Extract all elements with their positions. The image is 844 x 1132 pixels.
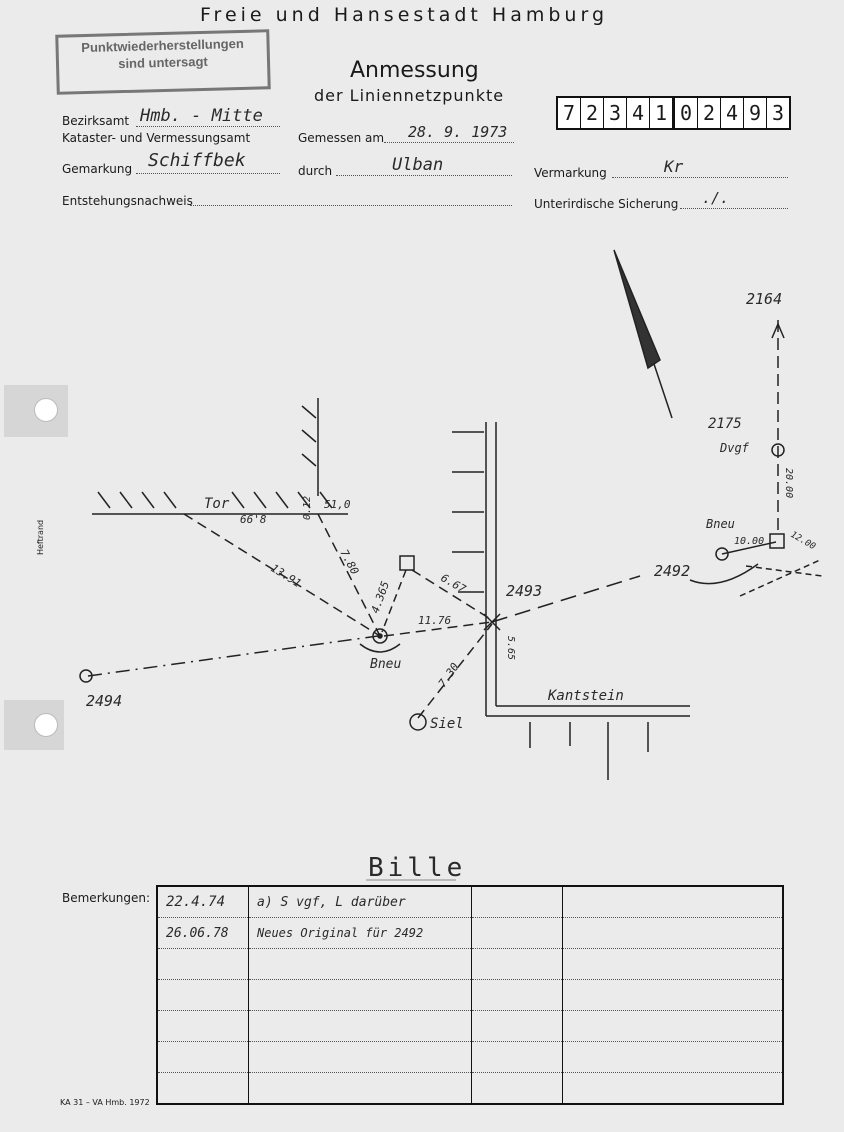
authority-heading: Freie und Hansestadt Hamburg <box>200 4 609 26</box>
bezirksamt-line <box>136 126 280 127</box>
point-2494-label: 2494 <box>86 692 123 710</box>
label-5-65: 5.65 <box>505 636 516 661</box>
remarks-row <box>157 949 783 980</box>
measure-line-2494 <box>88 636 378 676</box>
bezirksamt-label: Bezirksamt <box>62 114 130 128</box>
digit: 4 <box>721 98 744 128</box>
remarks-row <box>157 918 783 949</box>
durch-value: Ulban <box>392 155 444 175</box>
label-20-00: 20.00 <box>783 468 794 499</box>
label-51-0: 51,0 <box>324 498 351 511</box>
sicherung-line <box>680 208 788 209</box>
remark-cell <box>563 886 784 918</box>
label-11-76: 11.76 <box>418 614 452 627</box>
gemessen-line <box>384 142 514 143</box>
remark-text: a) S vgf, L darüber <box>249 886 472 918</box>
bneu-label: Bneu <box>370 657 402 672</box>
siel-point-icon <box>410 714 426 730</box>
remark-text: Neues Original für 2492 <box>249 918 472 949</box>
digit: 1 <box>650 98 675 128</box>
restriction-stamp <box>55 29 270 95</box>
remarks-row <box>157 1073 783 1105</box>
gemarkung-line <box>136 173 280 174</box>
form-id: KA 31 – VA Hmb. 1972 <box>60 1098 150 1107</box>
entstehung-line <box>190 205 512 206</box>
label-12-00: 12.00 <box>788 529 817 553</box>
siel-label: Siel <box>430 716 464 732</box>
remark-cell <box>563 918 784 949</box>
heftrand-label: Heftrand <box>36 519 45 555</box>
label-7-30: 7.30 <box>435 660 462 690</box>
durch-label: durch <box>298 164 333 178</box>
stamp-line-2: sind untersagt <box>118 53 208 72</box>
point-2492-label: 2492 <box>654 562 691 580</box>
label-4-365: 4.365 <box>368 579 393 616</box>
wall-vertical-hatching <box>302 406 316 466</box>
north-arrow-icon <box>614 250 660 368</box>
vermarkung-value: Kr <box>664 157 684 176</box>
sicherung-value: ./. <box>702 189 730 207</box>
point-2175-label: 2175 <box>708 416 742 432</box>
tie-line-a <box>740 560 820 596</box>
label-13-91: 13.91 <box>268 561 304 591</box>
gemessen-value: 28. 9. 1973 <box>408 123 508 141</box>
remark-cell <box>472 886 563 918</box>
tie-line-b <box>746 566 822 576</box>
label-0-12: 0.12 <box>302 495 313 520</box>
label-6-67: 6.67 <box>438 571 468 596</box>
point-number-box <box>556 96 791 130</box>
survey-sketch <box>0 240 844 940</box>
digit: 4 <box>627 98 650 128</box>
kantstein-label: Kantstein <box>548 688 624 704</box>
point-2164-label: 2164 <box>746 290 783 308</box>
tor-label: Tor <box>204 496 230 512</box>
label-7-80: 7.80 <box>337 547 362 577</box>
bneu-label-2492: Bneu <box>706 517 735 531</box>
bezirksamt-value: Hmb. - Mitte <box>140 106 263 126</box>
gemessen-label: Gemessen am <box>298 131 385 145</box>
remarks-label: Bemerkungen: <box>62 891 151 905</box>
remarks-row <box>157 1011 783 1042</box>
label-10-00: 10.00 <box>734 536 765 547</box>
digit: 9 <box>744 98 767 128</box>
form-title: Anmessung <box>350 58 479 83</box>
bille-label: Bille <box>368 853 467 883</box>
station-box-icon <box>400 556 414 570</box>
building-hatching <box>452 432 648 780</box>
stamp-line-1: Punktwiederherstellungen <box>81 35 245 56</box>
bneu-2492-box-icon <box>770 534 784 548</box>
north-arrow-shaft <box>654 364 672 418</box>
gemarkung-value: Schiffbek <box>148 150 246 171</box>
remarks-table <box>156 885 784 1105</box>
remarks-row <box>157 980 783 1011</box>
kataster-label: Kataster- und Vermessungsamt <box>62 131 251 145</box>
form-subtitle: der Liniennetzpunkte <box>314 86 505 105</box>
digit: 3 <box>771 101 785 125</box>
sicherung-label: Unterirdische Sicherung <box>534 197 679 211</box>
remark-date: 22.4.74 <box>157 886 249 918</box>
dvgf-label: Dvgf <box>720 441 749 455</box>
durch-line <box>336 175 512 176</box>
remarks-row <box>157 1042 783 1073</box>
digit: 2 <box>581 98 604 128</box>
vermarkung-label: Vermarkung <box>534 166 607 180</box>
digit: 7 <box>558 98 581 128</box>
remarks-row <box>157 886 783 918</box>
point-2493-label: 2493 <box>506 582 543 600</box>
entstehung-label: Entstehungsnachweis <box>62 194 193 208</box>
label-66-8: 66'8 <box>240 513 267 526</box>
gemarkung-label: Gemarkung <box>62 162 133 176</box>
digit: 0 <box>675 98 698 128</box>
remark-date: 26.06.78 <box>157 918 249 949</box>
digit: 3 <box>604 98 627 128</box>
vermarkung-line <box>612 177 788 178</box>
remark-cell <box>472 918 563 949</box>
digit: 2 <box>698 98 721 128</box>
